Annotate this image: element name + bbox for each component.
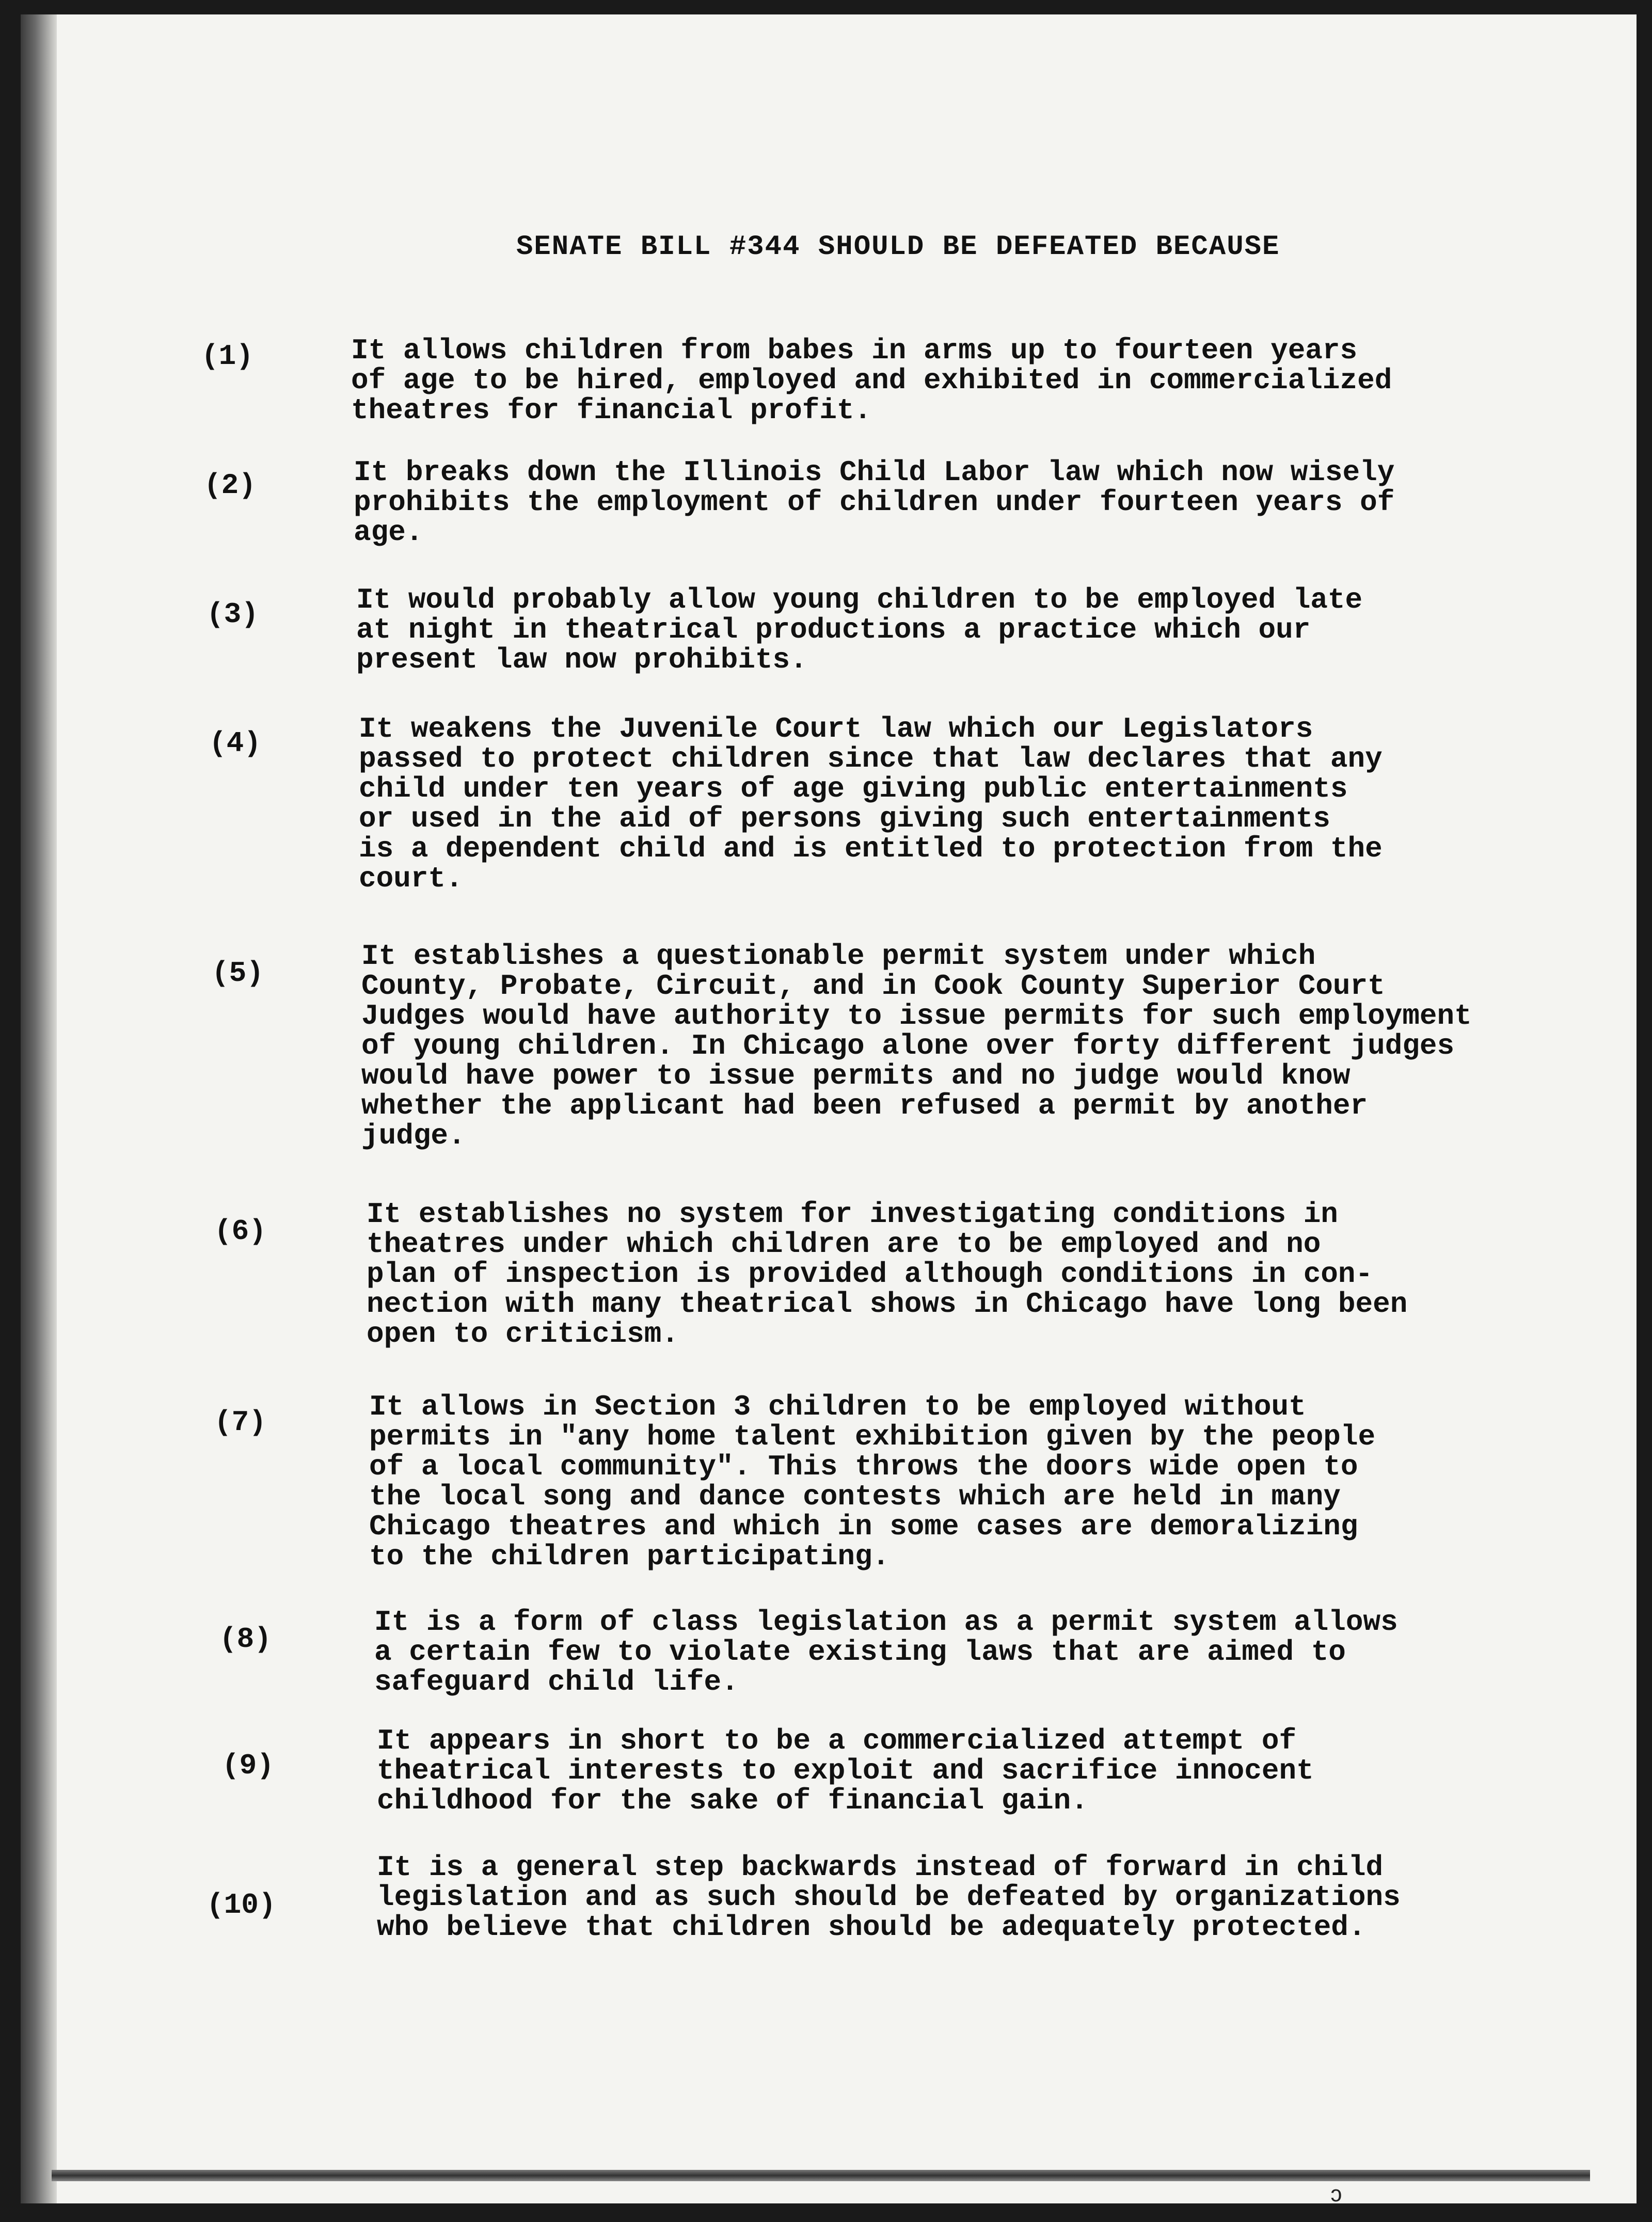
item-text: It allows in Section 3 children to be employed without permits in "any home talent exhibition given by the people of a local community". This throws the doors wide open to the local song and dance contests which are held in many Chicago theatres and which in some cases are demoralizing to the children participating. [369,1390,1376,1573]
item-number: (3) [206,598,259,631]
item-number: (6) [214,1215,266,1248]
item-text: It weakens the Juvenile Court law which our Legislators passed to protect children since that law declares that any child under ten years of age giving public entertainments or used in the aid of persons giving such entertainments is a dependent child and is entitled to protection from the court. [359,712,1383,895]
item-number: (1) [201,340,253,373]
item-text: It establishes no system for investigating conditions in theatres under which children are to be employed and no plan of inspection is provided although conditions in con- nection with many theatrical shows in Chicago have long been open to criticism. [367,1198,1408,1351]
scan-bottom-edge [52,2170,1590,2181]
item-number: (5) [212,957,264,990]
item-text: It appears in short to be a commercialized attempt of theatrical interests to exploit and sacrifice innocent childhood for the sake of financial gain. [377,1724,1314,1817]
item-text: It establishes a questionable permit system under which County, Probate, Circuit, and in Cook County Superior Court Judges would have authority to issue permits for such employment of young children. In Chicago alone over forty different judges would have power to issue permits and no judge would know whether the applicant had been refused a permit by another judge. [361,940,1472,1152]
item-number: (8) [219,1623,272,1656]
item-text: It breaks down the Illinois Child Labor law which now wisely prohibits the employment of children under fourteen years of age. [354,456,1395,549]
item-number: (10) [206,1888,276,1922]
item-text: It would probably allow young children to be employed late at night in theatrical productions a practice which our present law now prohibits. [356,583,1363,676]
item-number: (9) [222,1749,274,1782]
item-text: It is a general step backwards instead of forward in child legislation and as such should be defeated by organizations who believe that children should be adequately protected. [377,1851,1401,1944]
item-number: (7) [214,1406,266,1439]
scan-left-edge [21,14,57,2203]
document-page [21,14,1637,2203]
document-title: SENATE BILL #344 SHOULD BE DEFEATED BECAUSE [516,231,1280,263]
item-number: (2) [204,469,256,502]
item-text: It is a form of class legislation as a permit system allows a certain few to violate existing laws that are aimed to safeguard child life. [374,1606,1398,1699]
page-mark: ↄ [1329,2183,1343,2203]
item-text: It allows children from babes in arms up to fourteen years of age to be hired, employed and exhibited in commercialized theatres for financial profit. [351,334,1392,427]
item-number: (4) [209,727,261,760]
